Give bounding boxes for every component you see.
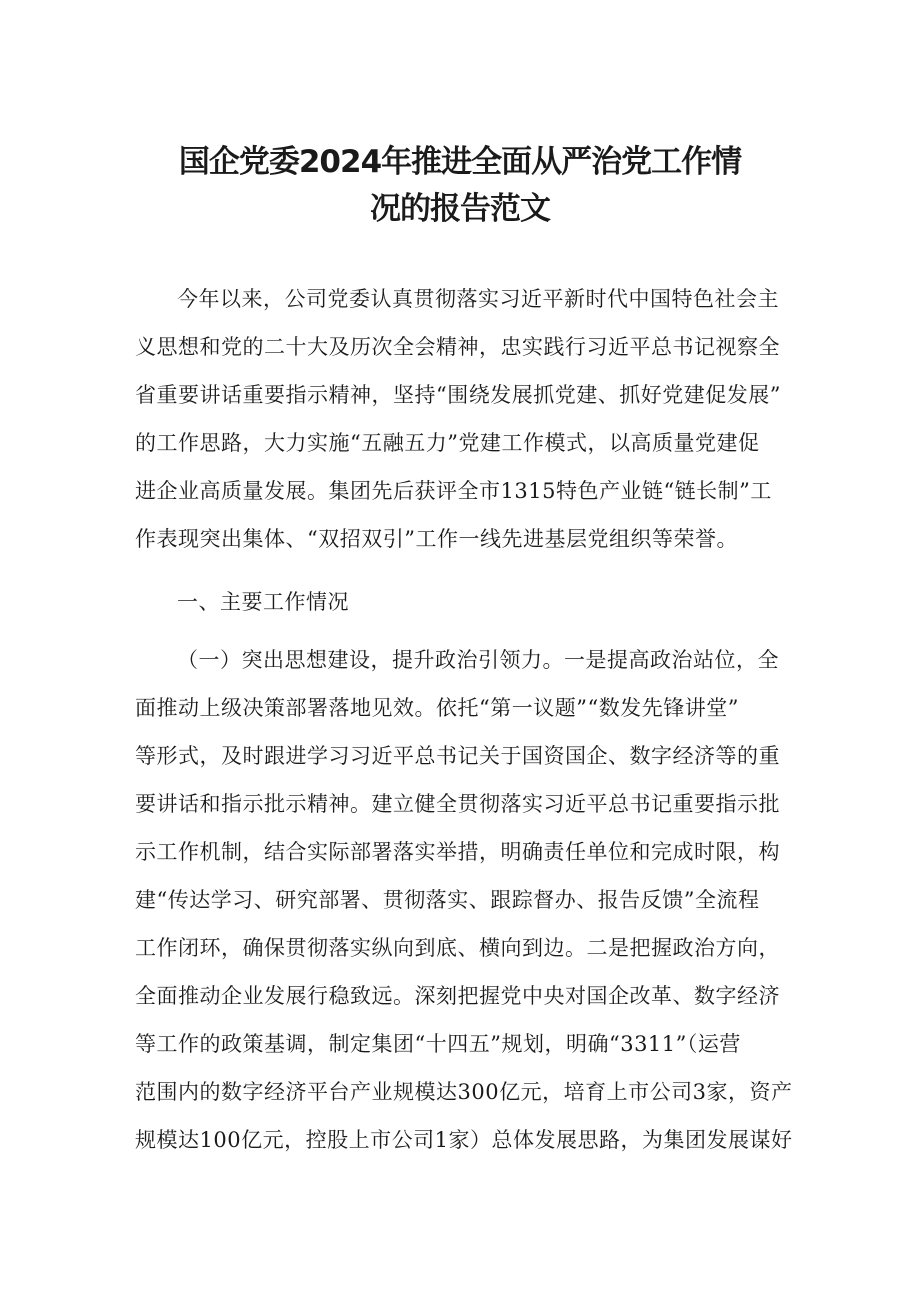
paragraph-line: 全面推动企业发展行稳致远。深刻把握党中央对国企改革、数字经济 — [135, 984, 780, 1008]
paragraph-line: 等形式，及时跟进学习习近平总书记关于国资国企、数字经济等的重 — [135, 744, 780, 768]
paragraph-line: 今年以来，公司党委认真贯彻落实习近平新时代中国特色社会主 — [177, 287, 779, 311]
paragraph-line: 进企业高质量发展。集团先后获评全市1315特色产业链“链长制”工 — [135, 479, 772, 503]
paragraph-line: 的工作思路，大力实施“五融五力”党建工作模式，以高质量党建促 — [135, 431, 760, 455]
paragraph-line: 工作闭环，确保贯彻落实纵向到底、横向到边。二是把握政治方向， — [135, 936, 780, 960]
paragraph-line: 等工作的政策基调，制定集团“十四五”规划，明确“3311”（运营 — [135, 1032, 741, 1056]
document-title-line-1: 国企党委2024年推进全面从严治党工作情 — [178, 144, 742, 180]
paragraph-line: 要讲话和指示批示精神。建立健全贯彻落实习近平总书记重要指示批 — [135, 792, 780, 816]
paragraph-line: 义思想和党的二十大及历次全会精神，忠实践行习近平总书记视察全 — [135, 335, 780, 359]
document-title-line-2: 况的报告范文 — [370, 191, 550, 227]
paragraph-line: 建“传达学习、研究部署、贯彻落实、跟踪督办、报告反馈”全流程 — [135, 888, 760, 912]
paragraph-line: 作表现突出集体、“双招双引”工作一线先进基层党组织等荣誉。 — [135, 527, 738, 551]
paragraph-line: （一）突出思想建设，提升政治引领力。一是提高政治站位，全 — [177, 648, 779, 672]
paragraph-line: 示工作机制，结合实际部署落实举措，明确责任单位和完成时限，构 — [135, 840, 780, 864]
paragraph-line: 规模达100亿元，控股上市公司1家）总体发展思路，为集团发展谋好 — [135, 1128, 793, 1152]
paragraph-line: 省重要讲话重要指示精神，坚持“围绕发展抓党建、抓好党建促发展” — [135, 383, 781, 407]
section-heading: 一、主要工作情况 — [177, 590, 349, 614]
paragraph-line: 范围内的数字经济平台产业规模达300亿元，培育上市公司3家，资产 — [135, 1080, 793, 1104]
paragraph-line: 面推动上级决策部署落地见效。依托“第一议题”“数发先锋讲堂” — [135, 696, 739, 720]
